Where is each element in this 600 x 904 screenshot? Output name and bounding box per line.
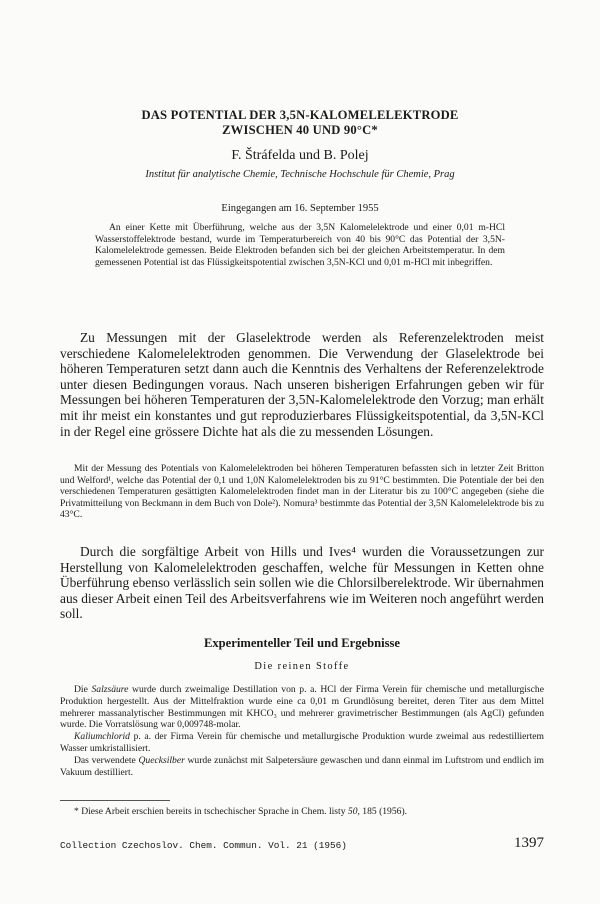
method-substance: Salzsäure [91, 684, 129, 695]
method-text: wurde durch zweimalige Destillation von p. a. HCl der Firma Verein für chemische und metallurgische Produktion hergestellt. Aus der Mittelfraktion wurde eine ca 0,01 m Grundlösung bereitet, deren Titer aus dem Mittel mehrerer massanalytischer Bestimmungen mit KHCO₃ und mehrerer gravimetrischer Bestimmungen (als AgCl) gefunden wurde. Die Vorratslösung war 0,009748-molar. [60, 684, 544, 731]
method-paragraph-kcl [60, 731, 544, 755]
article-title [60, 108, 540, 138]
institute: Institut für analytische Chemie, Technische Hochschule für Chemie, Prag [145, 169, 455, 180]
footnote-rule [60, 800, 170, 801]
received-date: Eingegangen am 16. September 1955 [221, 203, 379, 214]
page-number: 1397 [514, 835, 544, 851]
journal-citation: Collection Czechoslov. Chem. Commun. Vol. 21 (1956) [60, 840, 347, 851]
method-paragraph-hcl [60, 684, 544, 731]
footnote-marker: * [74, 806, 79, 817]
intro-paragraph-2: Durch die sorgfältige Arbeit von Hills und Ives⁴ wurden die Voraussetzungen zur Herstellung von Kalomelelektroden geschaffen, welche für Messungen in Ketten ohne Überführung ebenso verlässlich sein sollen wie die Chlorsilberelektrode. Wir übernahmen aus dieser Arbeit einen Teil des Arbeitsverfahrens wie im Weiteren noch angeführt werden soll. [60, 544, 544, 622]
authors: F. Štráfelda und B. Polej [231, 148, 369, 163]
literature-paragraph: Mit der Messung des Potentials von Kalomelelektroden bei höheren Temperaturen befassten sich in letzter Zeit Britton und Welford¹, welche das Potential der 0,1 und 1,0N Kalomelelektroden bis zu 91°C bestimmten. Die Potentiale der bei den verschiedenen Temperaturen gesättigten Kalomelelektroden findet man in der Literatur bis zu 100°C angegeben (siehe die Privatmitteilung von Beckmann in dem Buch von Dole²). Nomura³ bestimmte das Potential der 3,5N Kalomelelektrode bis zu 43°C. [60, 463, 544, 521]
footnote-text-end: , 185 (1956). [357, 806, 408, 817]
method-paragraph-hg [60, 755, 544, 779]
footnote-text: Diese Arbeit erschien bereits in tschechischer Sprache in Chem. listy [81, 806, 348, 817]
method-substance: Quecksilber [138, 754, 185, 766]
footnote-volume: 50 [347, 806, 358, 817]
method-text: wurde zunächst mit Salpetersäure gewaschen und dann einmal im Luftstrom und endlich im Vakuum destilliert. [60, 754, 544, 778]
methods-section [60, 684, 544, 778]
footnote [60, 806, 544, 818]
intro-paragraph-1: Zu Messungen mit der Glaselektrode werden als Referenzelektroden meist verschiedene Kalomelelektroden genommen. Die Verwendung der Glaselektrode bei höheren Temperaturen setzt dann auch die Kenntnis des Verhaltens der Referenzelektrode unter diesen Bedingungen voraus. Nach unseren bisherigen Erfahrungen geben wir für Messungen bei höheren Temperaturen der 3,5N-Kalomelelektrode den Vorzug; man erhält mit ihr meist ein konstantes und gut reproduzierbares Flüssigkeitspotential, da 3,5N-KCl in der Regel eine grössere Dichte hat als die zu messenden Lösungen. [60, 330, 544, 439]
title-line-2: ZWISCHEN 40 UND 90°C* [222, 123, 378, 137]
section-heading: Experimenteller Teil und Ergebnisse [203, 636, 401, 650]
method-text: Das verwendete [74, 754, 139, 766]
subsection-heading: Die reinen Stoffe [254, 661, 350, 672]
method-substance: Kaliumchlorid [74, 731, 130, 743]
method-text: p. a. der Firma Verein für chemische und metallurgische Produktion wurde zweimal aus redestilliertem Wasser umkristallisiert. [60, 731, 544, 754]
abstract: An einer Kette mit Überführung, welche aus der 3,5N Kalomelelektrode und einer 0,01 m-HCl Wasserstoffelektrode bestand, wurde im Temperaturbereich von 40 bis 90°C das Potential der 3,5N-Kalomelelektrode gemessen. Beide Elektroden befanden sich bei der gleichen Arbeitstemperatur. In dem gemessenen Potential ist das Flüssigkeitspotential zwischen 3,5N-KCl und 0,01 m-HCl mit inbegriffen. [95, 222, 505, 268]
method-text: Die [74, 684, 92, 695]
title-line-1: DAS POTENTIAL DER 3,5N-KALOMELELEKTRODE [141, 108, 459, 122]
